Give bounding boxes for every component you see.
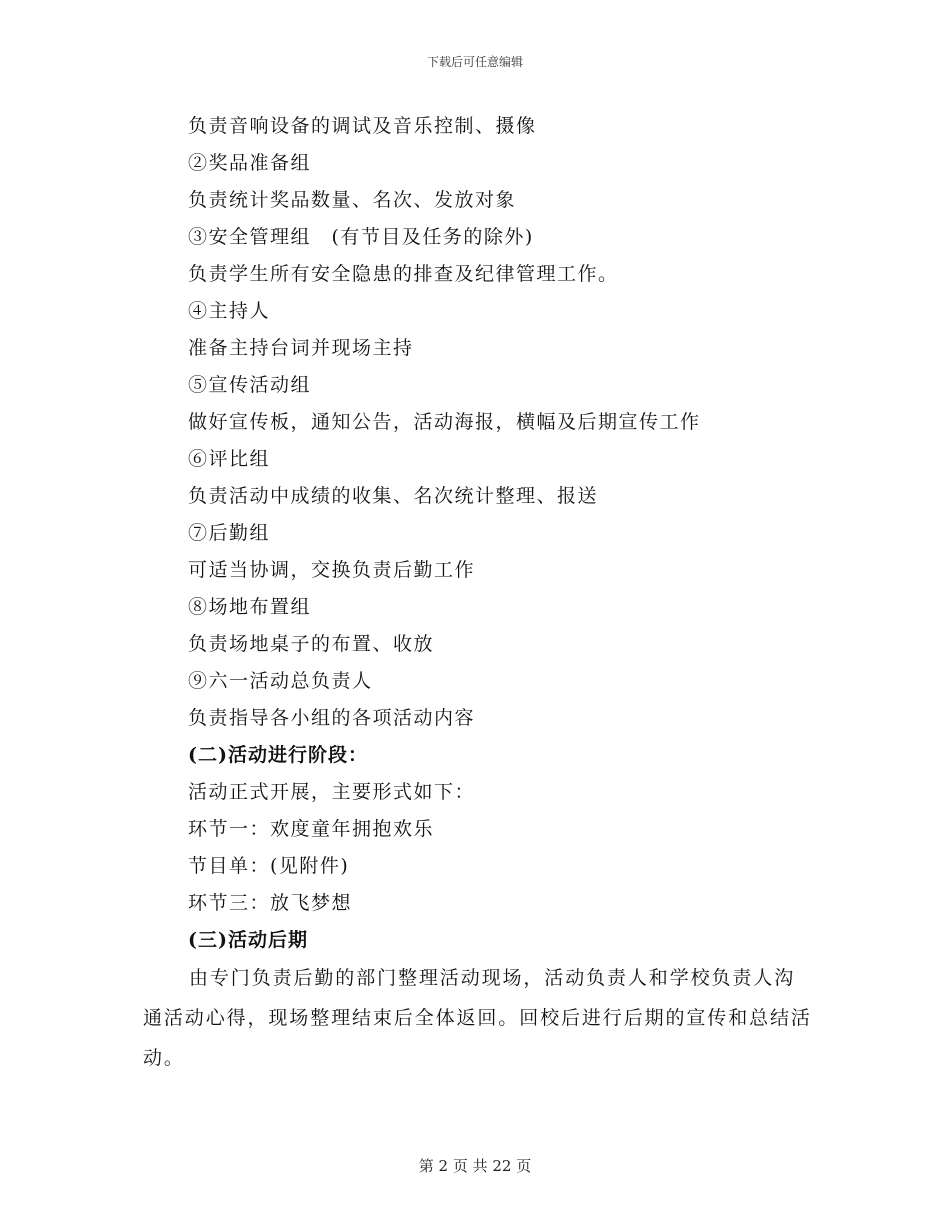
- page-number: 第 2 页 共 22 页: [418, 1157, 532, 1175]
- text-line: ⑨六一活动总负责人: [188, 670, 373, 692]
- text-line: 环节三：放飞梦想: [188, 892, 353, 914]
- text-line: 负责场地桌子的布置、收放: [188, 633, 435, 655]
- text-line: 负责学生所有安全隐患的排查及纪律管理工作。: [188, 263, 619, 285]
- text-line: ⑤宣传活动组: [188, 374, 312, 396]
- text-line: 节目单：(见附件): [188, 855, 350, 877]
- text-line: ⑧场地布置组: [188, 596, 312, 618]
- text-line: 准备主持台词并现场主持: [188, 337, 414, 359]
- text-line: 负责统计奖品数量、名次、发放对象: [188, 189, 517, 211]
- text-line: 可适当协调，交换负责后勤工作: [188, 559, 476, 581]
- text-line: ④主持人: [188, 300, 271, 322]
- text-line: ③安全管理组 (有节目及任务的除外): [188, 226, 534, 248]
- text-line: 负责活动中成绩的收集、名次统计整理、报送: [188, 485, 599, 507]
- section-heading: (三)活动后期: [188, 929, 308, 951]
- text-line: 负责音响设备的调试及音乐控制、摄像: [188, 115, 537, 137]
- text-line: 活动正式开展，主要形式如下：: [188, 781, 476, 803]
- text-line: ⑦后勤组: [188, 522, 271, 544]
- text-line: 做好宣传板，通知公告，活动海报，横幅及后期宣传工作: [188, 411, 701, 433]
- page-header-note: 下载后可任意编辑: [426, 55, 523, 69]
- text-line: 负责指导各小组的各项活动内容: [188, 707, 476, 729]
- text-line: ⑥评比组: [188, 448, 271, 470]
- body-paragraph: 由专门负责后勤的部门整理活动现场，活动负责人和学校负责人沟通活动心得，现场整理结束后全体返回。回校后进行后期的宣传和总结活动。: [143, 967, 812, 1069]
- text-line: ②奖品准备组: [188, 152, 312, 174]
- text-line: 环节一：欢度童年拥抱欢乐: [188, 818, 435, 840]
- section-heading: (二)活动进行阶段：: [188, 744, 368, 766]
